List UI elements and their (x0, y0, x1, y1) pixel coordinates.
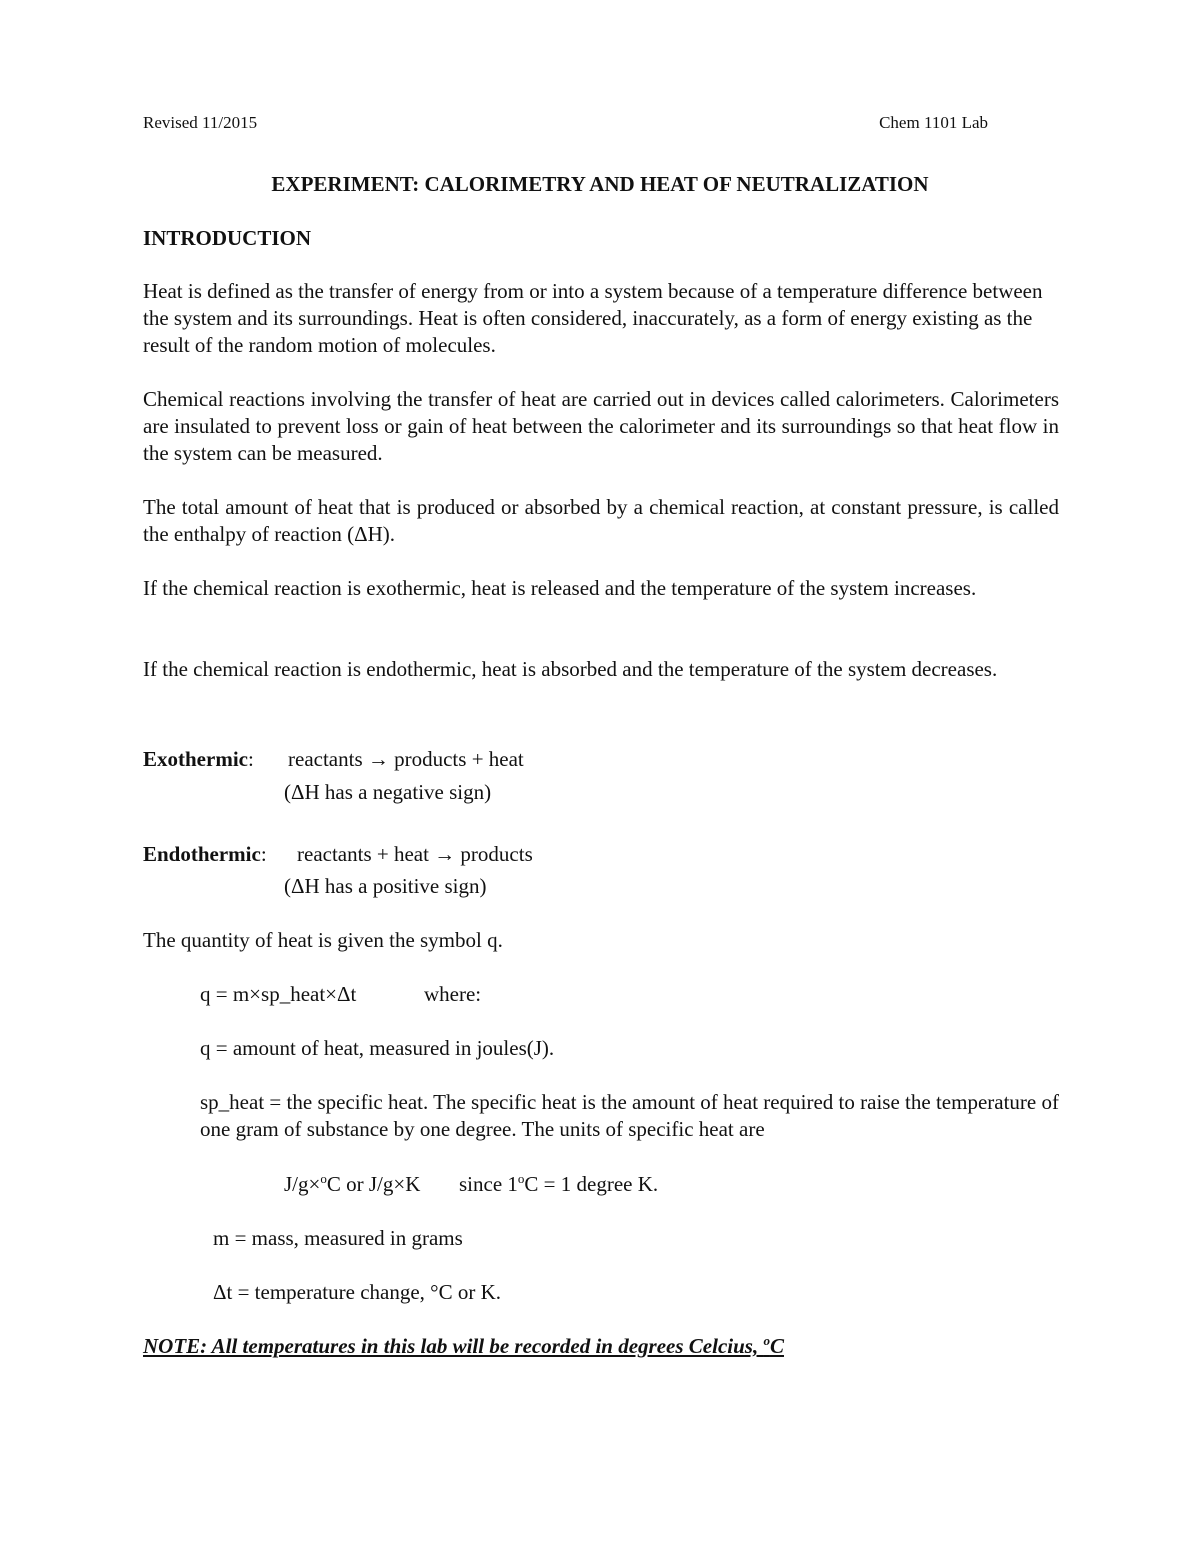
paragraph-exothermic: If the chemical reaction is exothermic, heat is released and the temperature of the system increases. (143, 576, 977, 600)
units-part-b: C or J/g×K (326, 1172, 421, 1196)
exothermic-label: Exothermic (143, 747, 248, 771)
paragraph-endothermic: If the chemical reaction is endothermic, heat is absorbed and the temperature of the system decreases. (143, 657, 998, 681)
exothermic-line (143, 746, 254, 773)
heat-symbol-line: The quantity of heat is given the symbol q. (143, 928, 503, 952)
note-text: NOTE: All temperatures in this lab will be recorded in degrees Celcius, (143, 1334, 764, 1358)
units-part-a: J/g× (284, 1172, 321, 1196)
units-part-d: C = 1 degree K. (524, 1172, 659, 1196)
definition-delta-t: Δt = temperature change, °C or K. (213, 1280, 501, 1304)
definition-mass: m = mass, measured in grams (213, 1226, 463, 1250)
degree-symbol: o (320, 1171, 327, 1186)
endothermic-equation: reactants + heat → products (297, 842, 533, 866)
endothermic-sign: (ΔH has a positive sign) (284, 874, 487, 898)
degree-symbol: o (763, 1333, 770, 1348)
paragraph-enthalpy: The total amount of heat that is produced or absorbed by a chemical reaction, at constant pressure, is called the enthalpy of reaction (ΔH). (143, 495, 1059, 546)
header-course: Chem 1101 Lab (879, 113, 988, 132)
units-equivalence (459, 1171, 658, 1198)
paragraph-calorimeters: Chemical reactions involving the transfer of heat are carried out in devices called calorimeters. Calorimeters are insulated to prevent loss or gain of heat between the calorimeter and its surroundings so that heat flow in the system can be measured. (143, 387, 1059, 465)
exothermic-equation: reactants → products + heat (288, 747, 524, 771)
specific-heat-units (284, 1171, 420, 1198)
degree-symbol: o (517, 1171, 525, 1186)
exothermic-sign: (ΔH has a negative sign) (284, 780, 492, 804)
formula-where: where: (424, 982, 482, 1006)
definition-specific-heat: sp_heat = the specific heat. The specific heat is the amount of heat required to raise the temperature of one gram of substance by one degree. The units of specific heat are (200, 1090, 1059, 1141)
endothermic-colon: : (260, 842, 267, 866)
endothermic-line (143, 841, 267, 868)
exothermic-colon: : (247, 747, 254, 771)
temperature-note (143, 1333, 784, 1360)
header-revision: Revised 11/2015 (143, 113, 258, 132)
paragraph-heat-definition: Heat is defined as the transfer of energy from or into a system because of a temperature difference between the system and its surroundings. Heat is often considered, inaccurately, as a form of energy existing as the result of the random motion of molecules. (143, 279, 1043, 357)
units-part-c: since 1 (459, 1172, 518, 1196)
heat-formula: q = m×sp_heat×Δt (200, 982, 357, 1006)
document-title: EXPERIMENT: CALORIMETRY AND HEAT OF NEUTRALIZATION (271, 172, 929, 196)
note-unit: C (769, 1334, 784, 1358)
endothermic-label: Endothermic (143, 842, 261, 866)
definition-q: q = amount of heat, measured in joules(J). (200, 1036, 555, 1060)
section-heading: INTRODUCTION (143, 226, 312, 250)
